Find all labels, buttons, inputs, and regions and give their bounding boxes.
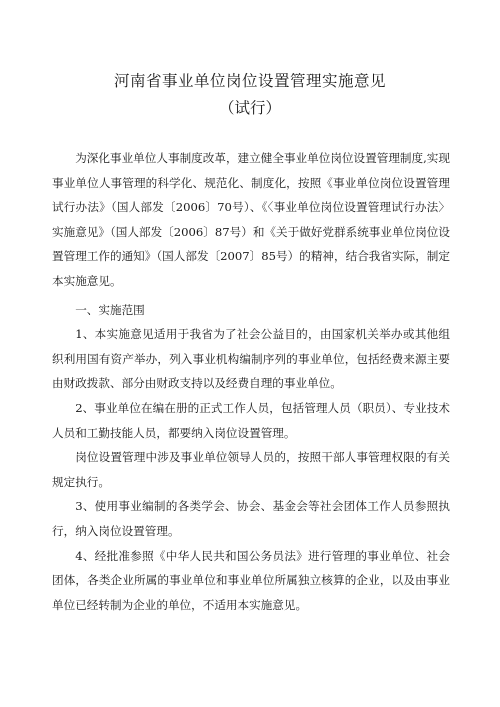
clause-4-paragraph: 4、经批准参照《中华人民共和国公务员法》进行管理的事业单位、社会团体，各类企业所属的事业单位和事业单位所属独立核算的企业，以及由事业单位已经转制为企业的单位，不适用本实施意见。 (52, 548, 450, 612)
document-subtitle: （试行） (218, 99, 281, 117)
clause-2-note-paragraph: 岗位设置管理中涉及事业单位领导人员的，按照干部人事管理权限的有关规定执行。 (52, 450, 450, 489)
clause-3-paragraph: 3、使用事业编制的各类学会、协会、基金会等社会团体工作人员参照执行，纳入岗位设置管理。 (52, 499, 450, 538)
document-body (52, 146, 450, 617)
intro-paragraph: 为深化事业单位人事制度改革，建立健全事业单位岗位设置管理制度,实现事业单位人事管理的科学化、规范化、制度化，按照《事业单位岗位设置管理试行办法》（国人部发〔2006〕70号）、《〈事业单位岗位设置管理试行办法〉实施意见》（国人部发〔2006〕87号）和《关于做好党群系统事业单位岗位设置管理工作的通知》（国人部发〔2007〕85号）的精神，结合我省实际，制定本实施意见。 (52, 151, 450, 288)
clause-2-paragraph: 2、事业单位在编在册的正式工作人员，包括管理人员（职员）、专业技术人员和工勤技能人员，都要纳入岗位设置管理。 (52, 400, 450, 440)
clause-1-paragraph: 1、本实施意见适用于我省为了社会公益目的，由国家机关举办或其他组织利用国有资产举办，列入事业机构编制序列的事业单位，包括经费来源主要由财政拨款、部分由财政支持以及经费自理的事业单位。 (52, 327, 450, 391)
document-title: 河南省事业单位岗位设置管理实施意见 (113, 72, 386, 90)
section-heading-scope: 一、实施范围 (75, 302, 145, 317)
